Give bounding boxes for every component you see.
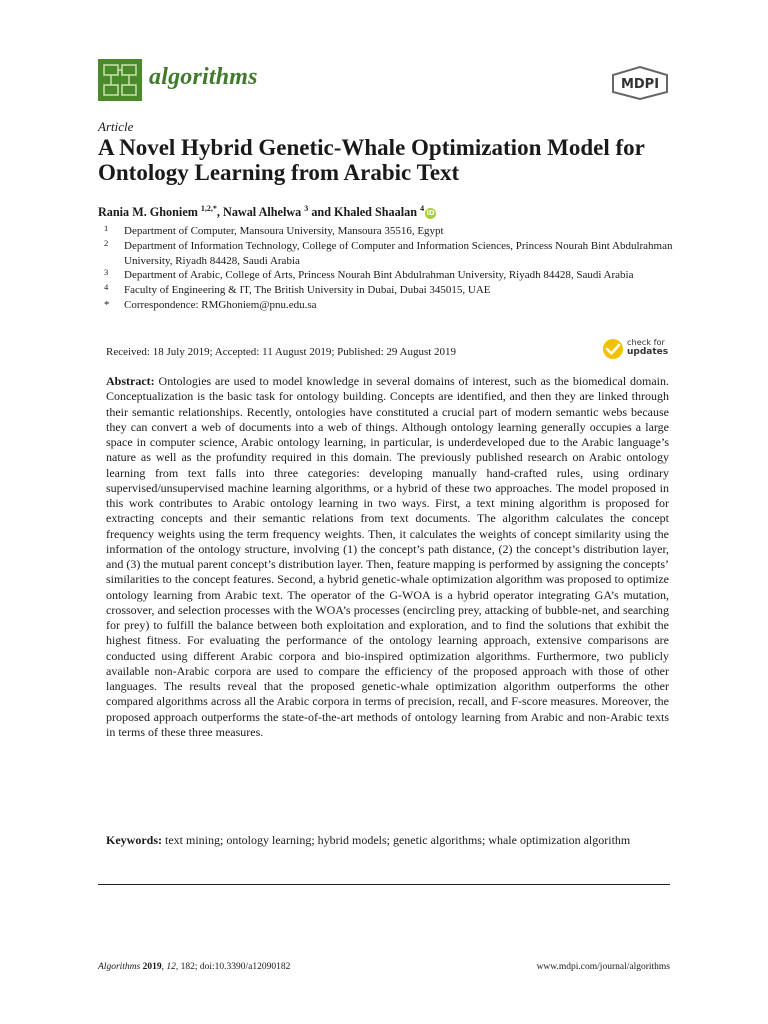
author-affil-sup: 1,2,* [200,204,217,213]
publisher-logo-text: MDPI [620,77,660,92]
affiliation-item [104,268,674,283]
footer-url[interactable]: www.mdpi.com/journal/algorithms [536,962,670,972]
author-separator: , [216,205,224,220]
keywords-text: text mining; ontology learning; hybrid models; genetic algorithms; whale optimization algorithm [165,833,631,847]
keywords [106,833,669,848]
affiliation-text: Department of Information Technology, College of Computer and Information Sciences, Princess Nourah Bint Abdulrahman University, Riyadh 84428, Saudi Arabia [124,239,673,267]
footer-citation: Algorithms 2019, 12, 182; doi:10.3390/a12090182 [98,962,291,972]
article-type: Article [98,119,134,134]
affiliation-text: Faculty of Engineering & IT, The British University in Dubai, Dubai 345015, UAE [124,284,491,297]
orcid-icon[interactable]: iD [426,209,435,218]
affiliation-text: Department of Arabic, College of Arts, Princess Nourah Bint Abdulrahman University, Riyadh 84428, Saudi Arabia [124,269,634,282]
footer-journal: Algorithms [98,962,141,972]
journal-name: algorithms [149,64,258,90]
affiliation-item [104,224,674,239]
keywords-label: Keywords: [106,833,162,847]
author-list [98,204,678,220]
affiliation-text: Department of Computer, Mansoura University, Mansoura 35516, Egypt [124,225,444,237]
affiliation-item [104,239,674,269]
affiliation-list [104,224,674,313]
author-separator: and [308,205,335,220]
affiliation-mark: 1 [104,223,109,233]
footer-volume: 12 [166,962,176,972]
check-updates-line1: check for [627,337,665,347]
affiliation-mark: 4 [104,282,109,293]
algorithms-logo-icon [98,59,142,101]
author-affil-sup: 4 [420,204,425,213]
abstract-text: Ontologies are used to model knowledge in several domains of interest, such as the biomedical domain. Conceptualization is the basic task for ontology building. Concepts are identified, and then they are linked through their semantic relationships. Recently, ontologies have constituted a crucial part of modern semantic webs because they can convert a web of documents into a web of things. Although ontology learning generally occupies a large space in computer science, Arabic ontology learning, in particular, is underdeveloped due to the Arabic language’s nature as well as the profundity required in this domain. The previously published research on Arabic ontology learning from text falls into three categories: developing manually hand-crafted rules, using ordinary supervised/unsupervised machine learning algorithms, or a hybrid of these two approaches. The model proposed in this work contributes to Arabic ontology learning in two ways. First, a text mining algorithm is proposed for extracting concepts and their semantic relations from text documents. The algorithm calculates the concept frequency weights using the term frequency weights. Then, it calculates the weights of concept similarity using the information of the ontology structure, involving (1) the concept’s path distance, (2) the concept’s distribution layer, and (3) the mutual parent concept’s distribution layer. Then, feature mapping is performed by assigning the concepts’ similarities to the concept features. Second, a hybrid genetic-whale optimization algorithm was proposed to optimize ontology learning from Arabic text. The operator of the G-WOA is a hybrid operator integrating GA’s mutation, crossover, and selection processes with the WOA’s processes (encircling prey, attacking of bubble-net, and searching for prey) to fulfill the balance between both exploitation and exploration, and to find the solutions that exhibit the highest fitness. For evaluating the performance of the ontology learning approach, extensive comparisons are conducted using different Arabic corpora and bio-inspired optimization algorithms. Furthermore, two publicly available non-Arabic corpora are used to compare the efficiency of the proposed approach with those of other languages. The results reveal that the proposed genetic-whale optimization algorithm outperforms the other compared algorithms across all the Arabic corpora in terms of precision, recall, and F-score measures. Moreover, the proposed approach outperforms the state-of-the-art methods of ontology learning from Arabic and non-Arabic texts in terms of these three measures. [106,374,670,739]
publication-dates: Received: 18 July 2019; Accepted: 11 August 2019; Published: 29 August 2019 [106,346,457,358]
paper-title: A Novel Hybrid Genetic-Whale Optimization Model for Ontology Learning from Arabic Text [98,135,645,185]
check-for-updates-label[interactable] [627,338,668,357]
author-name: Khaled Shaalan [334,205,418,220]
footer-year: 2019 [142,962,162,972]
abstract-label: Abstract: [106,374,155,388]
affiliation-item [104,283,674,298]
footer-doi[interactable]: , 182; doi:10.3390/a12090182 [175,962,291,972]
author-name: Nawal Alhelwa [223,205,302,220]
author-name: Rania M. Ghoniem [98,205,198,220]
correspondence-item [104,298,674,313]
affiliation-mark: 3 [104,267,109,278]
mdpi-logo-icon [610,66,670,100]
affiliation-mark: 2 [104,237,109,248]
abstract [106,374,669,740]
check-updates-line2: updates [627,347,669,357]
section-divider [98,884,670,885]
author-affil-sup: 3 [304,204,309,213]
correspondence-text[interactable]: Correspondence: RMGhoniem@pnu.edu.sa [124,298,317,311]
affiliation-mark: * [104,298,110,311]
